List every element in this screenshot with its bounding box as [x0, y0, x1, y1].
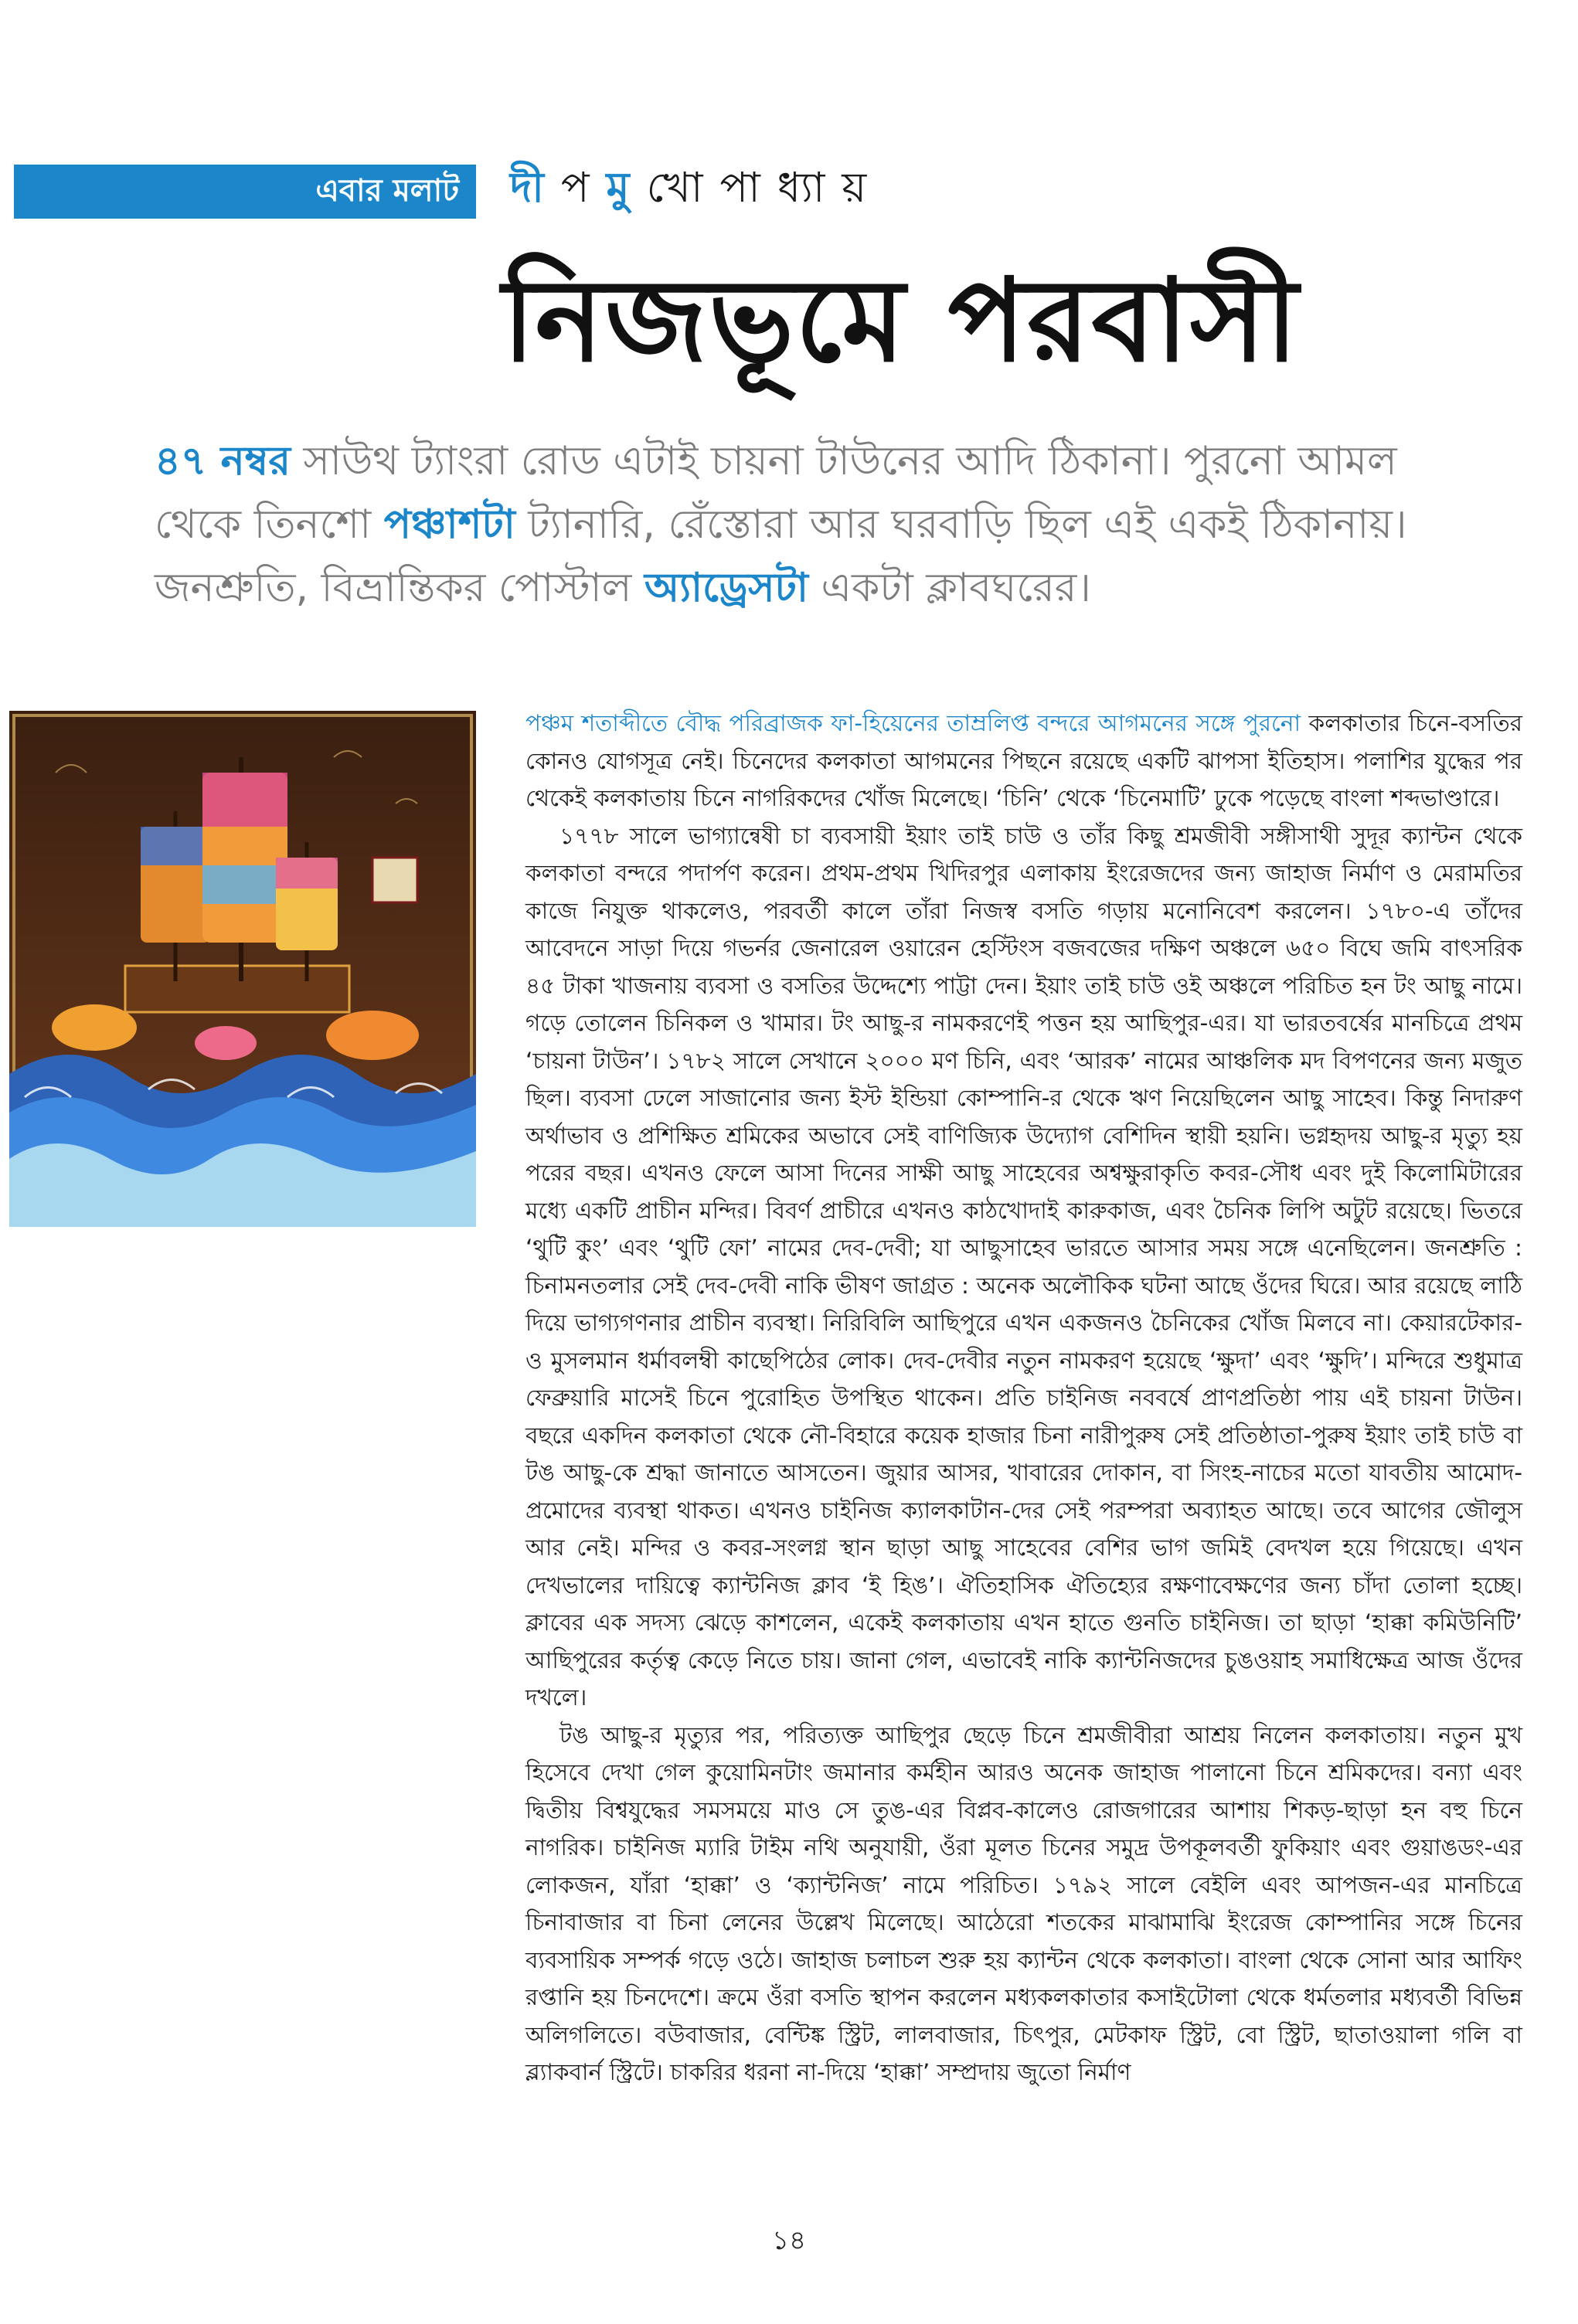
- intro-highlight: পঞ্চাশটা: [383, 501, 515, 548]
- body-paragraph: টঙ আছু-র মৃত্যুর পর, পরিত্যক্ত আছিপুর ছেড়ে চিনে শ্রমজীবীরা আশ্রয় নিলেন কলকাতায়। নতুন মুখ হিসেবে দেখা গেল কুয়োমিনটাং জমানার কর্মহীন আরও অনেক জাহাজ পালানো চিনে শ্রমিকদের। বন্যা এবং দ্বিতীয় বিশ্বযুদ্ধের সমসময়ে মাও সে তুঙ-এর বিপ্লব-কালেও রোজগারের আশায় শিকড়-ছাড়া হন বহু চিনে নাগরিক। চাইনিজ ম্যারি টাইম নথি অনুযায়ী, ওঁরা মূলত চিনের সমুদ্র উপকূলবর্তী ফুকিয়াং এবং গুয়াঙডং-এর লোকজন, যাঁরা ‘হাক্কা’ ও ‘ক্যান্টনিজ’ নামে পরিচিত। ১৭৯২ সালে বেইলি এবং আপজন-এর মানচিত্রে চিনাবাজার বা চিনা লেনের উল্লেখ মিলেছে। আঠেরো শতকের মাঝামাঝি ইংরেজ কোম্পানির সঙ্গে চিনের ব্যবসায়িক সম্পর্ক গড়ে ওঠে। জাহাজ চলাচল শুরু হয় ক্যান্টন থেকে কলকাতা। বাংলা থেকে সোনা আর আফিং রপ্তানি হয় চিনদেশে। ক্রমে ওঁরা বসতি স্থাপন করলেন মধ্যকলকাতার কসাইটোলা থেকে ধর্মতলার মধ্যবর্তী বিভিন্ন অলিগলিতে। বউবাজার, বেন্টিঙ্ক স্ট্রিট, লালবাজার, চিৎপুর, মেটকাফ স্ট্রিট, বো স্ট্রিট, ছাতাওয়ালা গলি বা ব্ল্যাকবার্ন স্ট্রিটে। চাকরির ধরনা না-দিয়ে ‘হাক্কা’ সম্প্রদায় জুতো নির্মাণ: [525, 1721, 1522, 2085]
- body-paragraph: [525, 705, 1522, 817]
- article-title: নিজভূমে পরবাসী: [502, 254, 1300, 387]
- intro-highlight: ৪৭ নম্বর: [155, 438, 291, 484]
- intro-highlight: অ্যাড্রেসটা: [644, 565, 808, 611]
- paragraph-text: কলকাতার চিনে-বসতির কোনও যোগসূত্র নেই। চিনেদের কলকাতা আগমনের পিছনে রয়েছে একটি ঝাপসা ইতিহাস। পলাশির যুদ্ধের পর থেকেই কলকাতায় চিনে নাগরিকদের খোঁজ মিলেছে। ‘চিনি’ থেকে ‘চিনেমাটি’ ঢুকে পড়েছে বাংলা শব্দভাণ্ডারে।: [525, 710, 1522, 811]
- body-paragraph: ১৭৭৮ সালে ভাগ্যান্বেষী চা ব্যবসায়ী ইয়াং তাই চাউ ও তাঁর কিছু শ্রমজীবী সঙ্গীসাথী সুদূর ক্যান্টন থেকে কলকাতা বন্দরে পদার্পণ করেন। প্রথম-প্রথম খিদিরপুর এলাকায় ইংরেজদের জন্য জাহাজ নির্মাণ ও মেরামতির কাজে নিযুক্ত থাকলেও, পরবর্তী কালে তাঁরা নিজস্ব বসতি গড়ায় মনোনিবেশ করলেন। ১৭৮০-এ তাঁদের আবেদনে সাড়া দিয়ে গভর্নর জেনারেল ওয়ারেন হেস্টিংস বজবজের দক্ষিণ অঞ্চলে ৬৫০ বিঘে জমি বাৎসরিক ৪৫ টাকা খাজনায় ব্যবসা ও বসতির উদ্দেশ্যে পাট্টা দেন। ইয়াং তাই চাউ ওই অঞ্চলে পরিচিত হন টং আছু নামে। গড়ে তোলেন চিনিকল ও খামার। টং আছু-র নামকরণেই পত্তন হয় আছিপুর-এর। যা ভারতবর্ষের মানচিত্রে প্রথম ‘চায়না টাউন’। ১৭৮২ সালে সেখানে ২০০০ মণ চিনি, এবং ‘আরক’ নামের আঞ্চলিক মদ বিপণনের জন্য মজুত ছিল। ব্যবসা ঢেলে সাজানোর জন্য ইস্ট ইন্ডিয়া কোম্পানি-র থেকে ঋণ নিয়েছিলেন আছু সাহেব। কিন্তু নিদারুণ অর্থাভাব ও প্রশিক্ষিত শ্রমিকের অভাবে সেই বাণিজ্যিক উদ্যোগ বেশিদিন স্থায়ী হয়নি। ভগ্নহৃদয় আছু-র মৃত্যু হয় পরের বছর। এখনও ফেলে আসা দিনের সাক্ষী আছু সাহেবের অশ্বক্ষুরাকৃতি কবর-সৌধ এবং দুই কিলোমিটারের মধ্যে একটি প্রাচীন মন্দির। বিবর্ণ প্রাচীরে এখনও কাঠখোদাই কারুকাজ, এবং চৈনিক লিপি অটুট রয়েছে। ভিতরে ‘থুটি কুং’ এবং ‘থুটি ফো’ নামের দেব-দেবী; যা আছুসাহেব ভারতে আসার সময় সঙ্গে এনেছিলেন। জনশ্রুতি : চিনামনতলার সেই দেব-দেবী নাকি ভীষণ জাগ্রত : অনেক অলৌকিক ঘটনা আছে ওঁদের ঘিরে। আর রয়েছে লাঠি দিয়ে ভাগ্যগণনার প্রাচীন ব্যবস্থা। নিরিবিলি আছিপুরে এখন একজনও চৈনিকের খোঁজ মিলবে না। কেয়ারটেকার-ও মুসলমান ধর্মাবলম্বী কাছেপিঠের লোক। দেব-দেবীর নতুন নামকরণ হয়েছে ‘ক্ষুদা’ এবং ‘ক্ষুদি’। মন্দিরে শুধুমাত্র ফেব্রুয়ারি মাসেই চিনে পুরোহিত উপস্থিত থাকেন। প্রতি চাইনিজ নববর্ষে প্রাণপ্রতিষ্ঠা পায় এই চায়না টাউন। বছরে একদিন কলকাতা থেকে নৌ-বিহারে কয়েক হাজার চিনা নারীপুরুষ সেই প্রতিষ্ঠাতা-পুরুষ ইয়াং তাই চাউ বা টঙ আছু-কে শ্রদ্ধা জানাতে আসতেন। জুয়ার আসর, খাবারের দোকান, বা সিংহ-নাচের মতো যাবতীয় আমোদ-প্রমোদের ব্যবস্থা থাকত। এখনও চাইনিজ ক্যালকাটান-দের সেই পরম্পরা অব্যাহত আছে। তবে আগের জৌলুস আর নেই। মন্দির ও কবর-সংলগ্ন স্থান ছাড়া আছু সাহেবের বেশির ভাগ জমিই বেদখল হয়ে গিয়েছে। এখন দেখভালের দায়িত্বে ক্যান্টনিজ ক্লাব ‘ই হিঙ’। ঐতিহাসিক ঐতিহ্যের রক্ষণাবেক্ষণের জন্য চাঁদা তোলা হচ্ছে। ক্লাবের এক সদস্য ঝেড়ে কাশলেন, একেই কলকাতায় এখন হাতে গুনতি চাইনিজ। তা ছাড়া ‘হাক্কা কমিউনিটি’ আছিপুরের কর্তৃত্ব কেড়ে নিতে চায়। জানা গেল, এভাবেই নাকি ক্যান্টনিজদের চুঙওয়াহ সমাধিক্ষেত্র আজ ওঁদের দখলে।: [525, 822, 1522, 1711]
- author-part: মু: [606, 163, 630, 212]
- author-part: দী: [510, 163, 544, 212]
- intro-text: ট্যানারি, রেঁস্তোরা আর ঘরবাড়ি ছিল এই একই ঠিকানায়। জনশ্রুতি, বিভ্রান্তিকর পোস্টাল: [155, 501, 1407, 611]
- intro-text: সাউথ ট্যাংরা রোড এটাই চায়না টাউনের আদি ঠিকানা। পুরনো আমল থেকে তিনশো: [155, 438, 1397, 548]
- lead-in: পঞ্চম শতাব্দীতে বৌদ্ধ পরিব্রাজক ফা-হিয়েনের তাম্রলিপ্ত বন্দরে আগমনের সঙ্গে পুরনো: [525, 710, 1301, 736]
- article-body: [525, 705, 1522, 2091]
- author-part: ধ্যা: [777, 163, 825, 212]
- author-part: য়: [842, 163, 867, 212]
- author-byline: [510, 159, 866, 221]
- author-part: খো: [646, 163, 703, 212]
- painting-image: [9, 711, 476, 1227]
- author-part: প: [560, 163, 590, 212]
- intro-text: একটা ক্লাবঘরের।: [808, 565, 1091, 611]
- section-label: এবার মলাট: [14, 165, 476, 219]
- author-part: পা: [719, 163, 760, 212]
- page-number: ১৪: [771, 2225, 807, 2256]
- intro-paragraph: [155, 430, 1484, 620]
